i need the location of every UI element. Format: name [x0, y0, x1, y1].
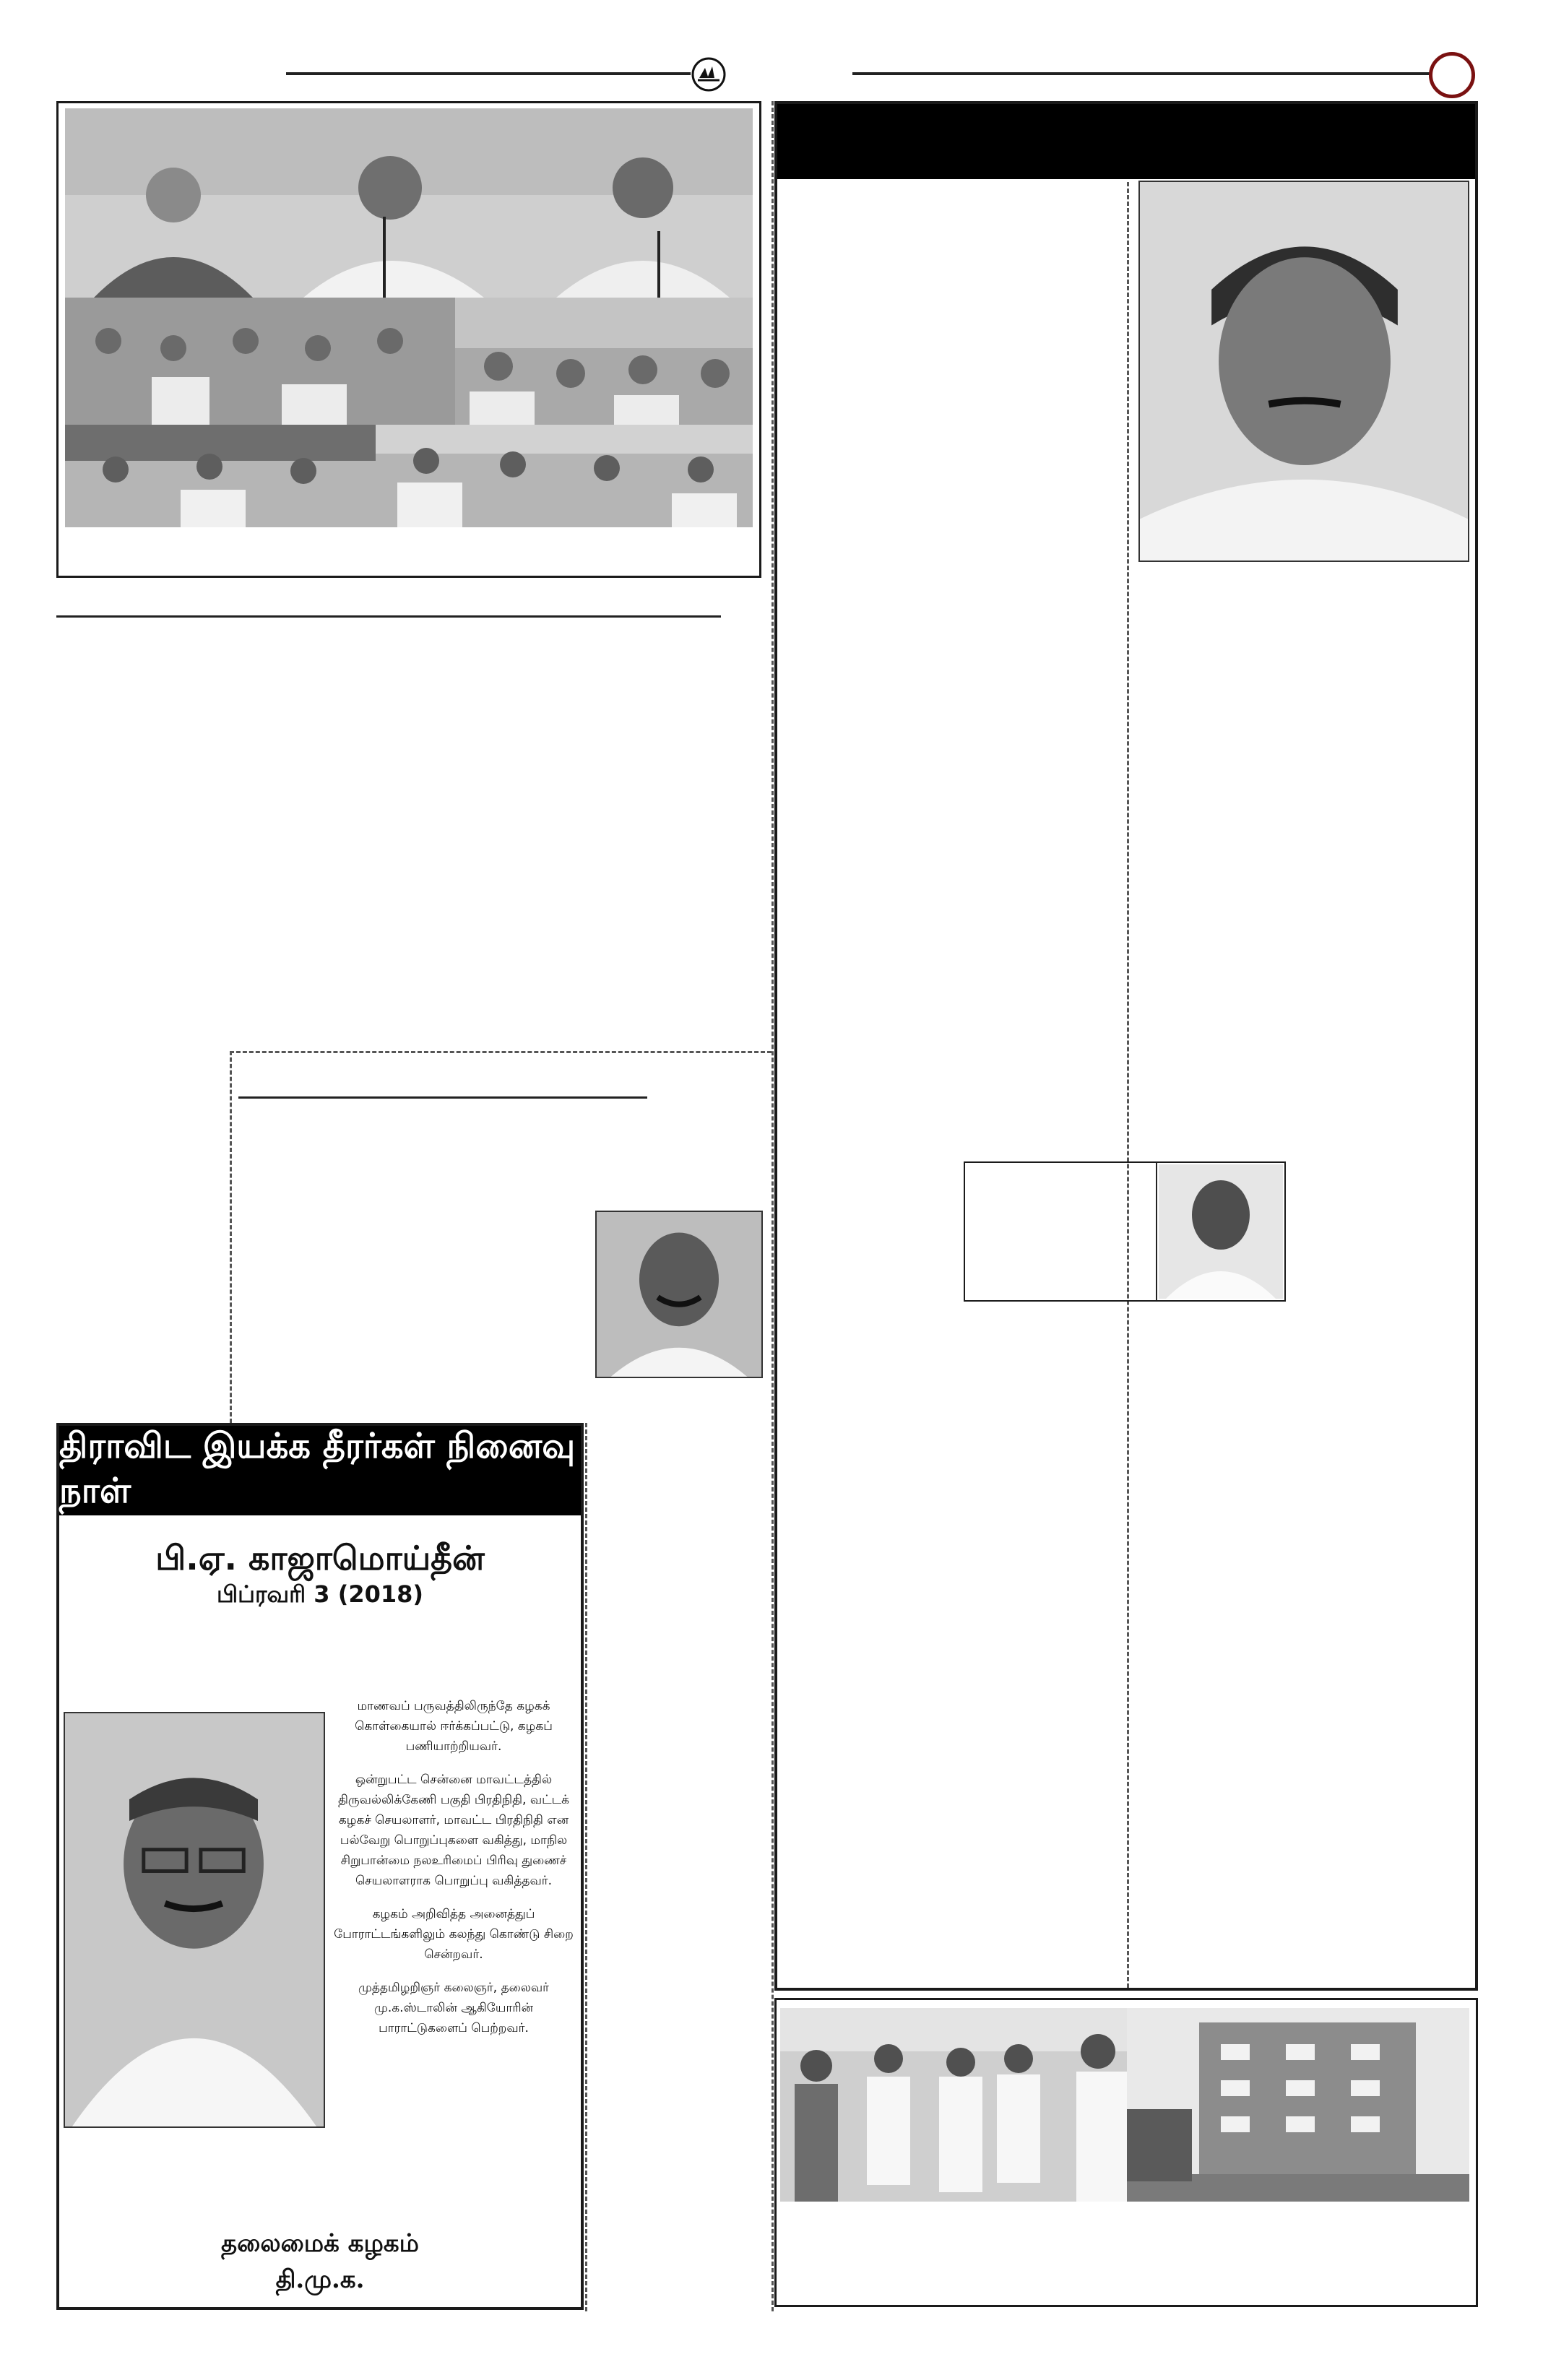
obituary-para-3: கழகம் அறிவித்த அனைத்துப் போராட்டங்களிலும் கலந்து கொண்டு சிறை சென்றவர். — [334, 1907, 574, 1962]
obituary-footer-line2: தி.மு.க. — [275, 2265, 365, 2294]
building-exterior-photo — [1127, 2008, 1469, 2202]
mid-box-top — [230, 1051, 772, 1053]
obituary-name: பி.ஏ. காஜாமொய்தீன் — [155, 1539, 485, 1578]
site-visit-group-photo — [780, 2008, 1127, 2202]
obituary-header: திராவிட இயக்க தீரர்கள் நினைவு நாள் — [59, 1426, 581, 1515]
obituary-text — [332, 1696, 575, 2173]
obit-right-dash — [585, 1423, 587, 2311]
inset-leader-portrait — [1159, 1164, 1283, 1299]
right-column-divider — [1127, 182, 1129, 1988]
masthead-right-rule — [852, 72, 1432, 75]
left-story-rule — [56, 615, 721, 618]
page-number-badge — [1429, 52, 1475, 98]
obituary-para-1: மாணவப் பருவத்திலிருந்தே கழகக் கொள்கையால் ஈர்க்கப்பட்டு, கழகப் பணியாற்றியவர். — [355, 1699, 553, 1754]
smiling-leader-portrait — [595, 1211, 763, 1378]
leader-portrait-photo — [1138, 181, 1469, 562]
inset-divider — [1156, 1163, 1157, 1300]
meeting-attendees-photo — [65, 298, 753, 425]
mid-box-rule — [238, 1096, 647, 1099]
rising-sun-icon — [691, 56, 727, 92]
column-divider-main — [772, 101, 774, 2311]
officials-press-meet-photo — [65, 108, 753, 298]
obituary-para-4: முத்தமிழறிஞர் கலைஞர், தலைவர் மு.க.ஸ்டாலின் ஆகியோரின் பாராட்டுகளைப் பெற்றவர். — [358, 1981, 550, 2035]
obituary-portrait-photo — [64, 1712, 325, 2128]
black-headline-bar — [777, 104, 1475, 179]
masthead-left-rule — [286, 72, 691, 75]
obituary-footer-line1: தலைமைக் கழகம் — [221, 2229, 419, 2258]
mid-box-left — [230, 1051, 232, 1423]
obituary-date: பிப்ரவரி 3 (2018) — [216, 1580, 424, 1608]
obituary-para-2: ஒன்றுபட்ட சென்னை மாவட்டத்தில் திருவல்லிக்கேணி பகுதி பிரதிநிதி, வட்டக் கழகச் செயலாளர், மாவட்ட பிரதிநிதி என பல்வேறு பொறுப்புகளை வகித்து, மாநில சிறுபான்மை நலஉரிமைப் பிரிவு துணைச் செயலாளராக பொறுப்பு வகித்தவர். — [337, 1773, 570, 1888]
audience-seated-photo — [65, 425, 753, 527]
